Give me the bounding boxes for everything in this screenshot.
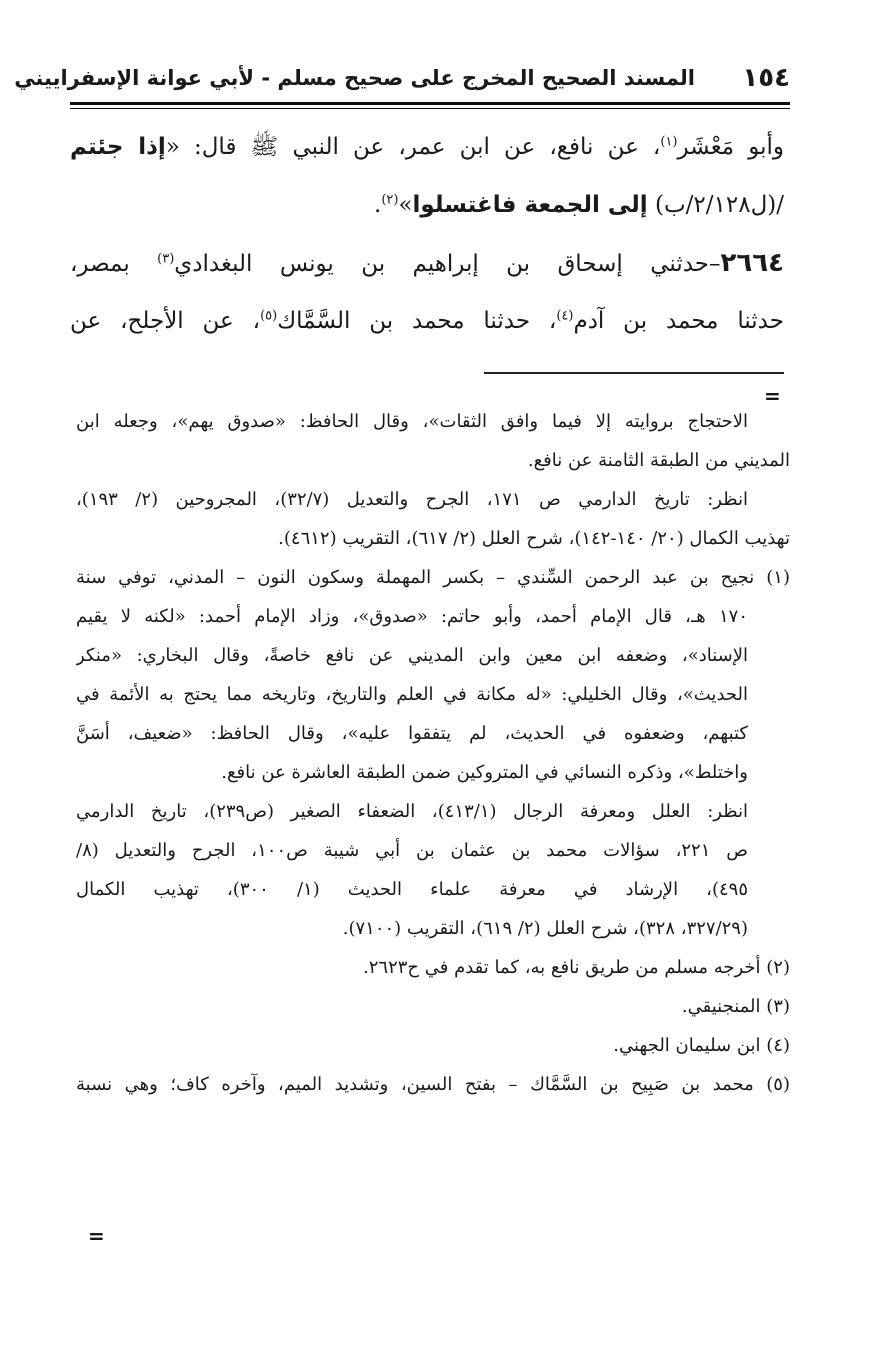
footnote-line: (٢) أخرجه مسلم من طريق نافع به، كما تقدم في ح٢٦٢٣. <box>363 957 790 978</box>
text-segment: حدثنا محمد بن آدم <box>573 308 784 334</box>
text-segment: وأبو مَعْشَر <box>677 134 784 160</box>
main-line-2 <box>70 176 784 234</box>
page-header <box>14 58 790 104</box>
manuscript-ref: /(ل٢/١٢٨/ب) <box>647 192 784 218</box>
footnote-line: كتبهم، وضعفوه في الحديث، لم يتفقوا عليه»، وقال الحافظ: «ضعيف، أسَنَّ <box>76 723 748 744</box>
header-rule-thick <box>70 102 790 105</box>
text-segment: بمصر، <box>70 251 158 277</box>
continuation-mark-bottom: = <box>88 1224 105 1248</box>
main-text <box>70 118 784 350</box>
text-segment: » <box>398 192 413 218</box>
hadith-text-bold: إذا جئتم <box>70 134 166 160</box>
footnote-ref-4[interactable]: (٤) <box>556 308 574 324</box>
text-segment: . <box>374 192 382 218</box>
footnote-line: (٣٢٧/٢٩، ٣٢٨)، شرح العلل (٢/ ٦١٩)، التقريب (٧١٠٠). <box>342 918 748 939</box>
footnote-ref-3[interactable]: (٣) <box>157 251 175 267</box>
footnote-line: ١٧٠ هـ، قال الإمام أحمد، وأبو حاتم: «صدوق»، وزاد الإمام أحمد: «لكنه لا يقيم <box>76 606 748 627</box>
footnote-line: الإسناد»، وضعفه ابن معين وابن المديني عن نافع خاصةً، وقال البخاري: «منكر <box>76 645 748 666</box>
hadith-text-bold: إلى الجمعة فاغتسلوا <box>412 192 648 218</box>
hadith-number: ٢٦٦٤ <box>720 248 784 278</box>
footnote-ref-1[interactable]: (١) <box>660 134 678 150</box>
footnote-line: واختلط»، وذكره النسائي في المتروكين ضمن الطبقة العاشرة عن نافع. <box>221 762 748 783</box>
footnote-line: (٥) محمد بن صَبِيح بن السَّمَّاك – بفتح السين، وتشديد الميم، وآخره كاف؛ وهي نسبة <box>76 1074 790 1095</box>
footnote-line: الحديث»، وقال الخليلي: «له مكانة في العلم والتاريخ، وتاريخه مما يحتج به الأئمة في <box>76 684 748 705</box>
footnote-line: ٤٩٥)، الإرشاد في معرفة علماء الحديث (١/ ٣٠٠)، تهذيب الكمال <box>76 879 749 900</box>
header-rule-thin <box>70 108 790 109</box>
footnote-line: انظر: تاريخ الدارمي ص ١٧١، الجرح والتعديل (٣٢/٧)، المجروحين (٢/ ١٩٣)، <box>76 489 748 510</box>
footnote-ref-5[interactable]: (٥) <box>260 308 278 324</box>
footnote-line: (٤) ابن سليمان الجهني. <box>613 1035 790 1056</box>
footnote-line: ص ٢٢١، سؤالات محمد بن عثمان بن أبي شيبة ص١٠٠، الجرح والتعديل (٨/ <box>76 840 748 861</box>
continuation-mark-top: = <box>764 384 781 408</box>
text-segment: ، عن الأجلح، عن <box>70 308 261 334</box>
footnote-line: المديني من الطبقة الثامنة عن نافع. <box>527 450 790 471</box>
text-segment: ، حدثنا محمد بن السَّمَّاك <box>277 308 557 334</box>
footnote-separator <box>484 372 784 374</box>
footnote-line: (٣) المنجنيقي. <box>681 996 790 1017</box>
footnote-line: تهذيب الكمال (٢٠/ ١٤٠-١٤٢)، شرح العلل (٢/ ٦١٧)، التقريب (٤٦١٢). <box>278 528 790 549</box>
main-line-4 <box>70 292 784 350</box>
footnote-line: (١) نجيح بن عبد الرحمن السِّندي – بكسر المهملة وسكون النون – المدني، توفي سنة <box>76 567 790 588</box>
running-title: المسند الصحيح المخرج على صحيح مسلم - لأبي عوانة الإسفراييني <box>14 66 695 90</box>
footnote-ref-2[interactable]: (٢) <box>381 192 399 208</box>
page-number: ١٥٤ <box>742 63 790 93</box>
footnote-line: انظر: العلل ومعرفة الرجال (٤١٣/١)، الضعفاء الصغير (ص٢٣٩)، تاريخ الدارمي <box>76 801 748 822</box>
main-line-1 <box>70 118 784 176</box>
main-line-3 <box>70 234 784 292</box>
text-segment: ، عن نافع، عن ابن عمر، عن النبي ﷺ قال: « <box>165 134 661 160</box>
footnote-line: الاحتجاج بروايته إلا فيما وافق الثقات»، وقال الحافظ: «صدوق يهم»، وجعله ابن <box>76 411 748 432</box>
footnotes <box>76 402 790 1104</box>
text-segment: –حدثني إسحاق بن إبراهيم بن يونس البغدادي <box>174 251 721 277</box>
